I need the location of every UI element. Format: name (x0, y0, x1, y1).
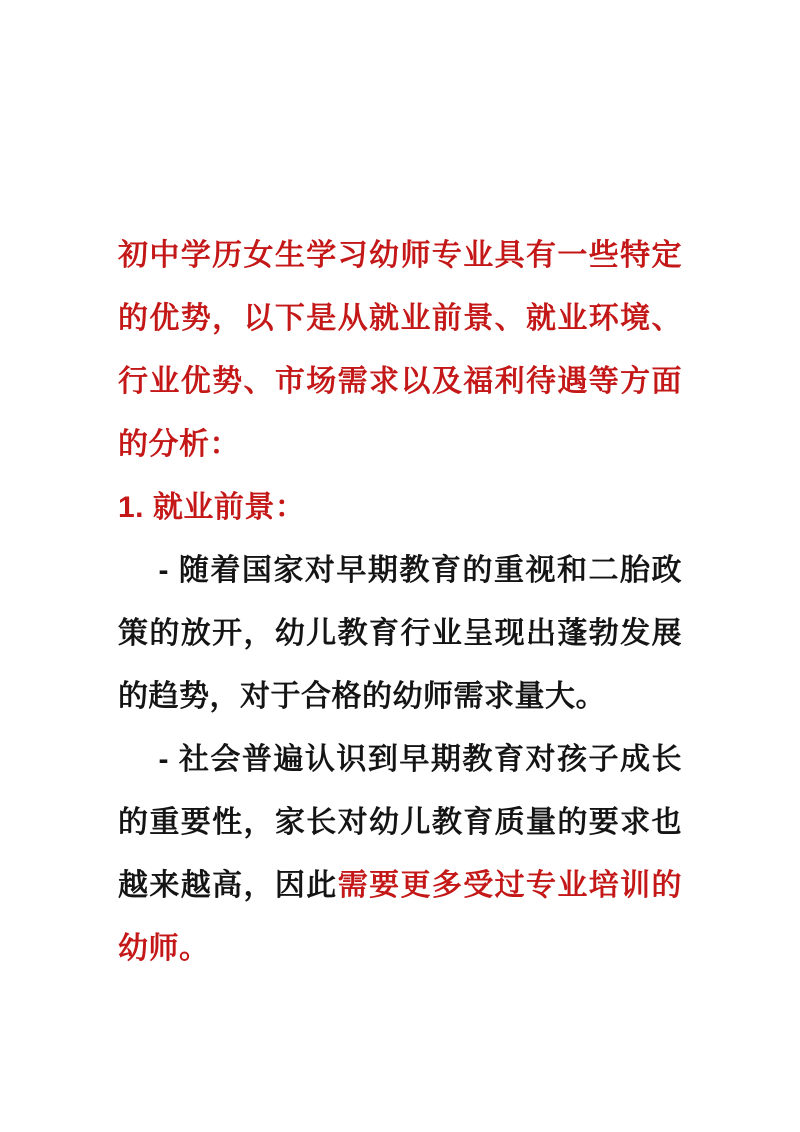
document-body (118, 224, 682, 980)
bullet-social-recognition (118, 728, 682, 980)
section-heading-employment-prospects: 1. 就业前景： (118, 491, 306, 524)
bullet-social-recognition-black-text: - 社会普遍认识到早期教育对孩子成长的重要性，家长对幼儿教育质量的要求也越来越高，因此 (118, 743, 682, 902)
bullet-social-recognition-red-emphasis: 需要更多受过专业培训的幼师。 (118, 869, 683, 965)
intro-paragraph: 初中学历女生学习幼师专业具有一些特定的优势，以下是从就业前景、就业环境、行业优势、市场需求以及福利待遇等方面的分析： (118, 239, 682, 461)
bullet-national-policy: - 随着国家对早期教育的重视和二胎政策的放开，幼儿教育行业呈现出蓬勃发展的趋势，对于合格的幼师需求量大。 (118, 554, 682, 713)
